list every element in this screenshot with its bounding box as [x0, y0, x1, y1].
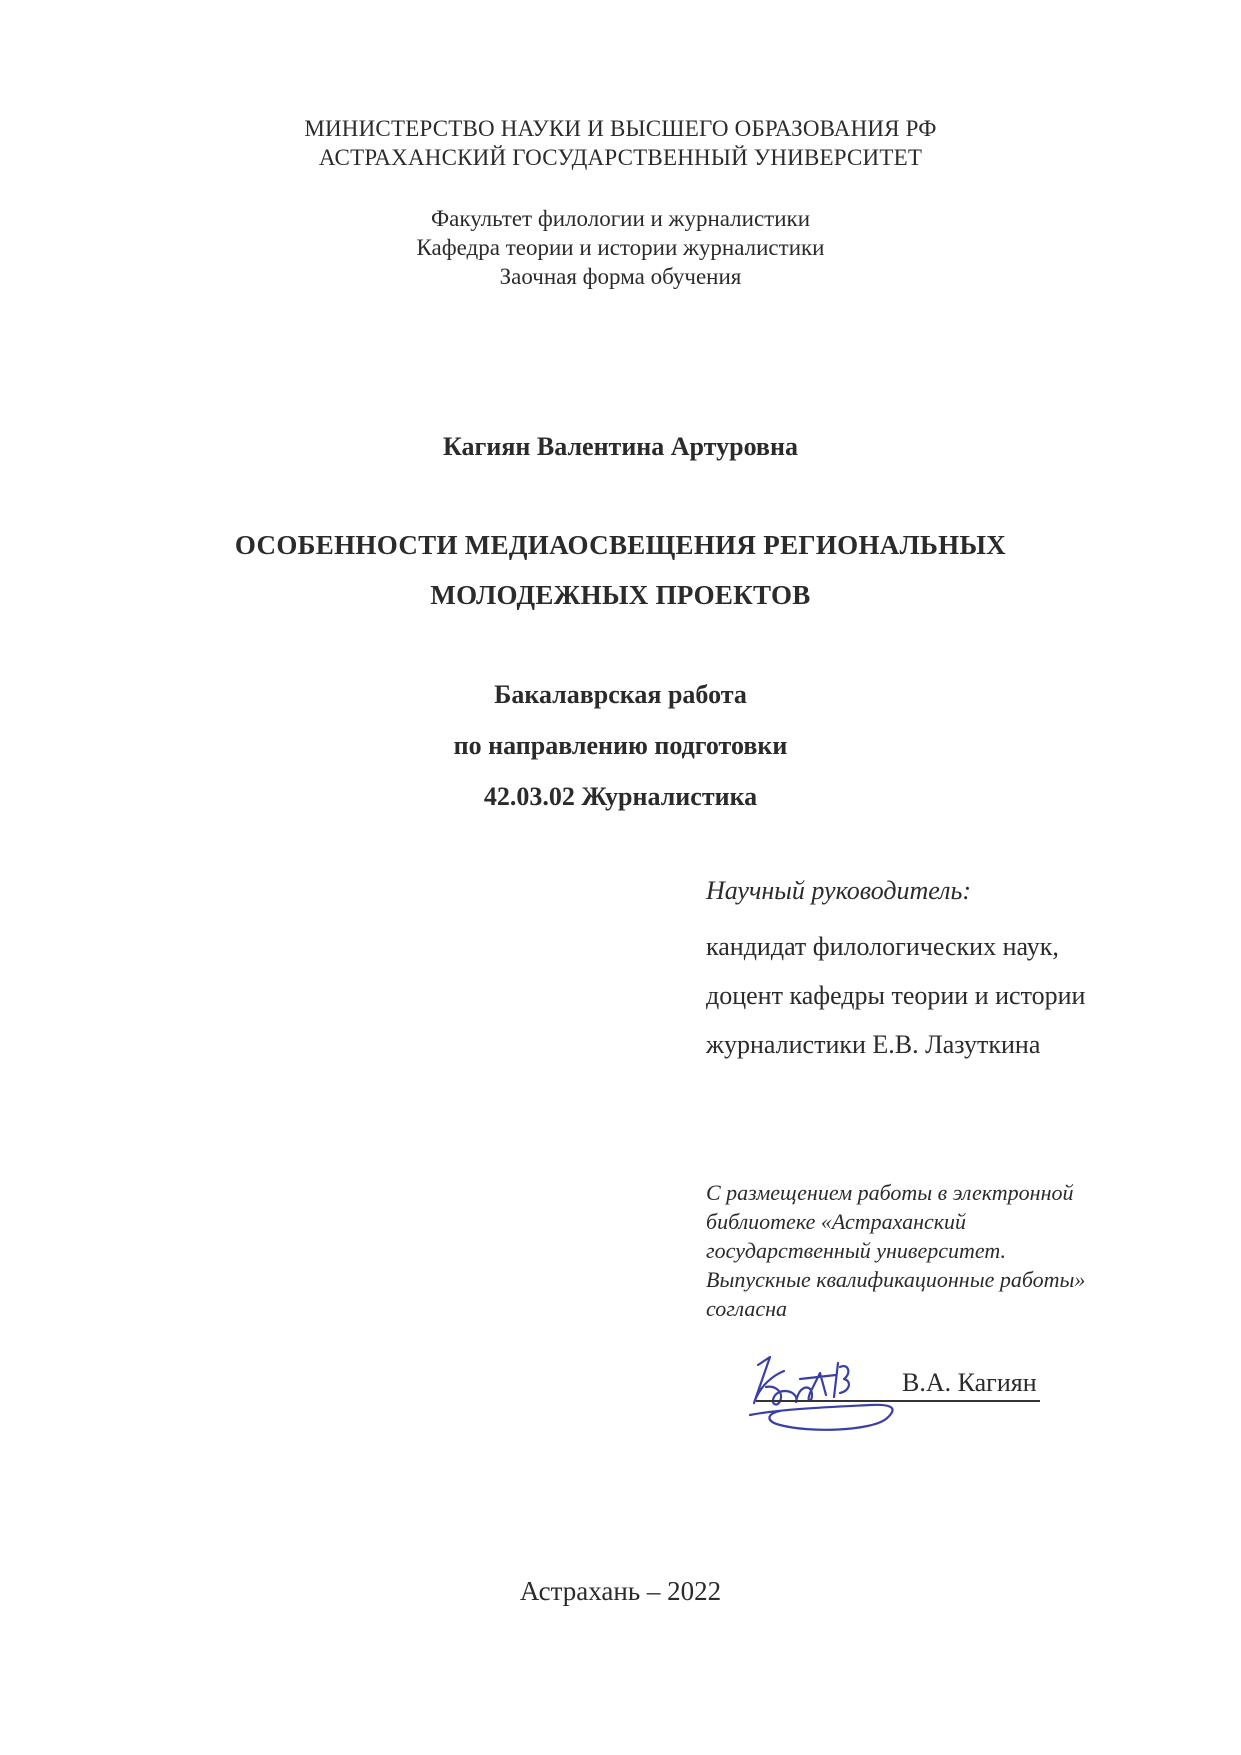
- work-direction: по направлению подготовки: [453, 731, 788, 760]
- ministry-heading: МИНИСТЕРСТВО НАУКИ И ВЫСШЕГО ОБРАЗОВАНИЯ РФ: [304, 116, 937, 141]
- department-line: Кафедра теории и истории журналистики: [416, 235, 825, 260]
- signature-name: В.А. Кагиян: [902, 1368, 1037, 1397]
- faculty-line: Факультет филологии и журналистики: [430, 206, 811, 231]
- thesis-title-line-2: МОЛОДЕЖНЫХ ПРОЕКТОВ: [430, 580, 811, 610]
- supervisor-degree: кандидат филологических наук,: [706, 932, 1059, 961]
- supervisor-name: журналистики Е.В. Лазуткина: [706, 1030, 1041, 1059]
- consent-line-1: С размещением работы в электронной: [706, 1180, 1074, 1205]
- consent-line-4: Выпускные квалификационные работы»: [706, 1267, 1086, 1292]
- supervisor-label: Научный руководитель:: [706, 876, 972, 905]
- thesis-title-line-1: ОСОБЕННОСТИ МЕДИАОСВЕЩЕНИЯ РЕГИОНАЛЬНЫХ: [234, 530, 1007, 560]
- consent-line-5: согласна: [706, 1296, 788, 1321]
- supervisor-position: доцент кафедры теории и истории: [706, 981, 1086, 1010]
- consent-line-2: библиотеке «Астраханский: [706, 1209, 967, 1234]
- work-specialty: 42.03.02 Журналистика: [483, 782, 758, 811]
- university-heading: АСТРАХАНСКИЙ ГОСУДАРСТВЕННЫЙ УНИВЕРСИТЕТ: [318, 145, 923, 170]
- consent-line-3: государственный университет.: [706, 1238, 1006, 1263]
- work-type: Бакалаврская работа: [494, 680, 747, 709]
- handwritten-signature: [740, 1345, 920, 1435]
- signature-underline: [756, 1400, 1040, 1402]
- city-year: Астрахань – 2022: [519, 1576, 722, 1606]
- study-form-line: Заочная форма обучения: [499, 264, 742, 289]
- author-name: Кагиян Валентина Артуровна: [443, 432, 798, 461]
